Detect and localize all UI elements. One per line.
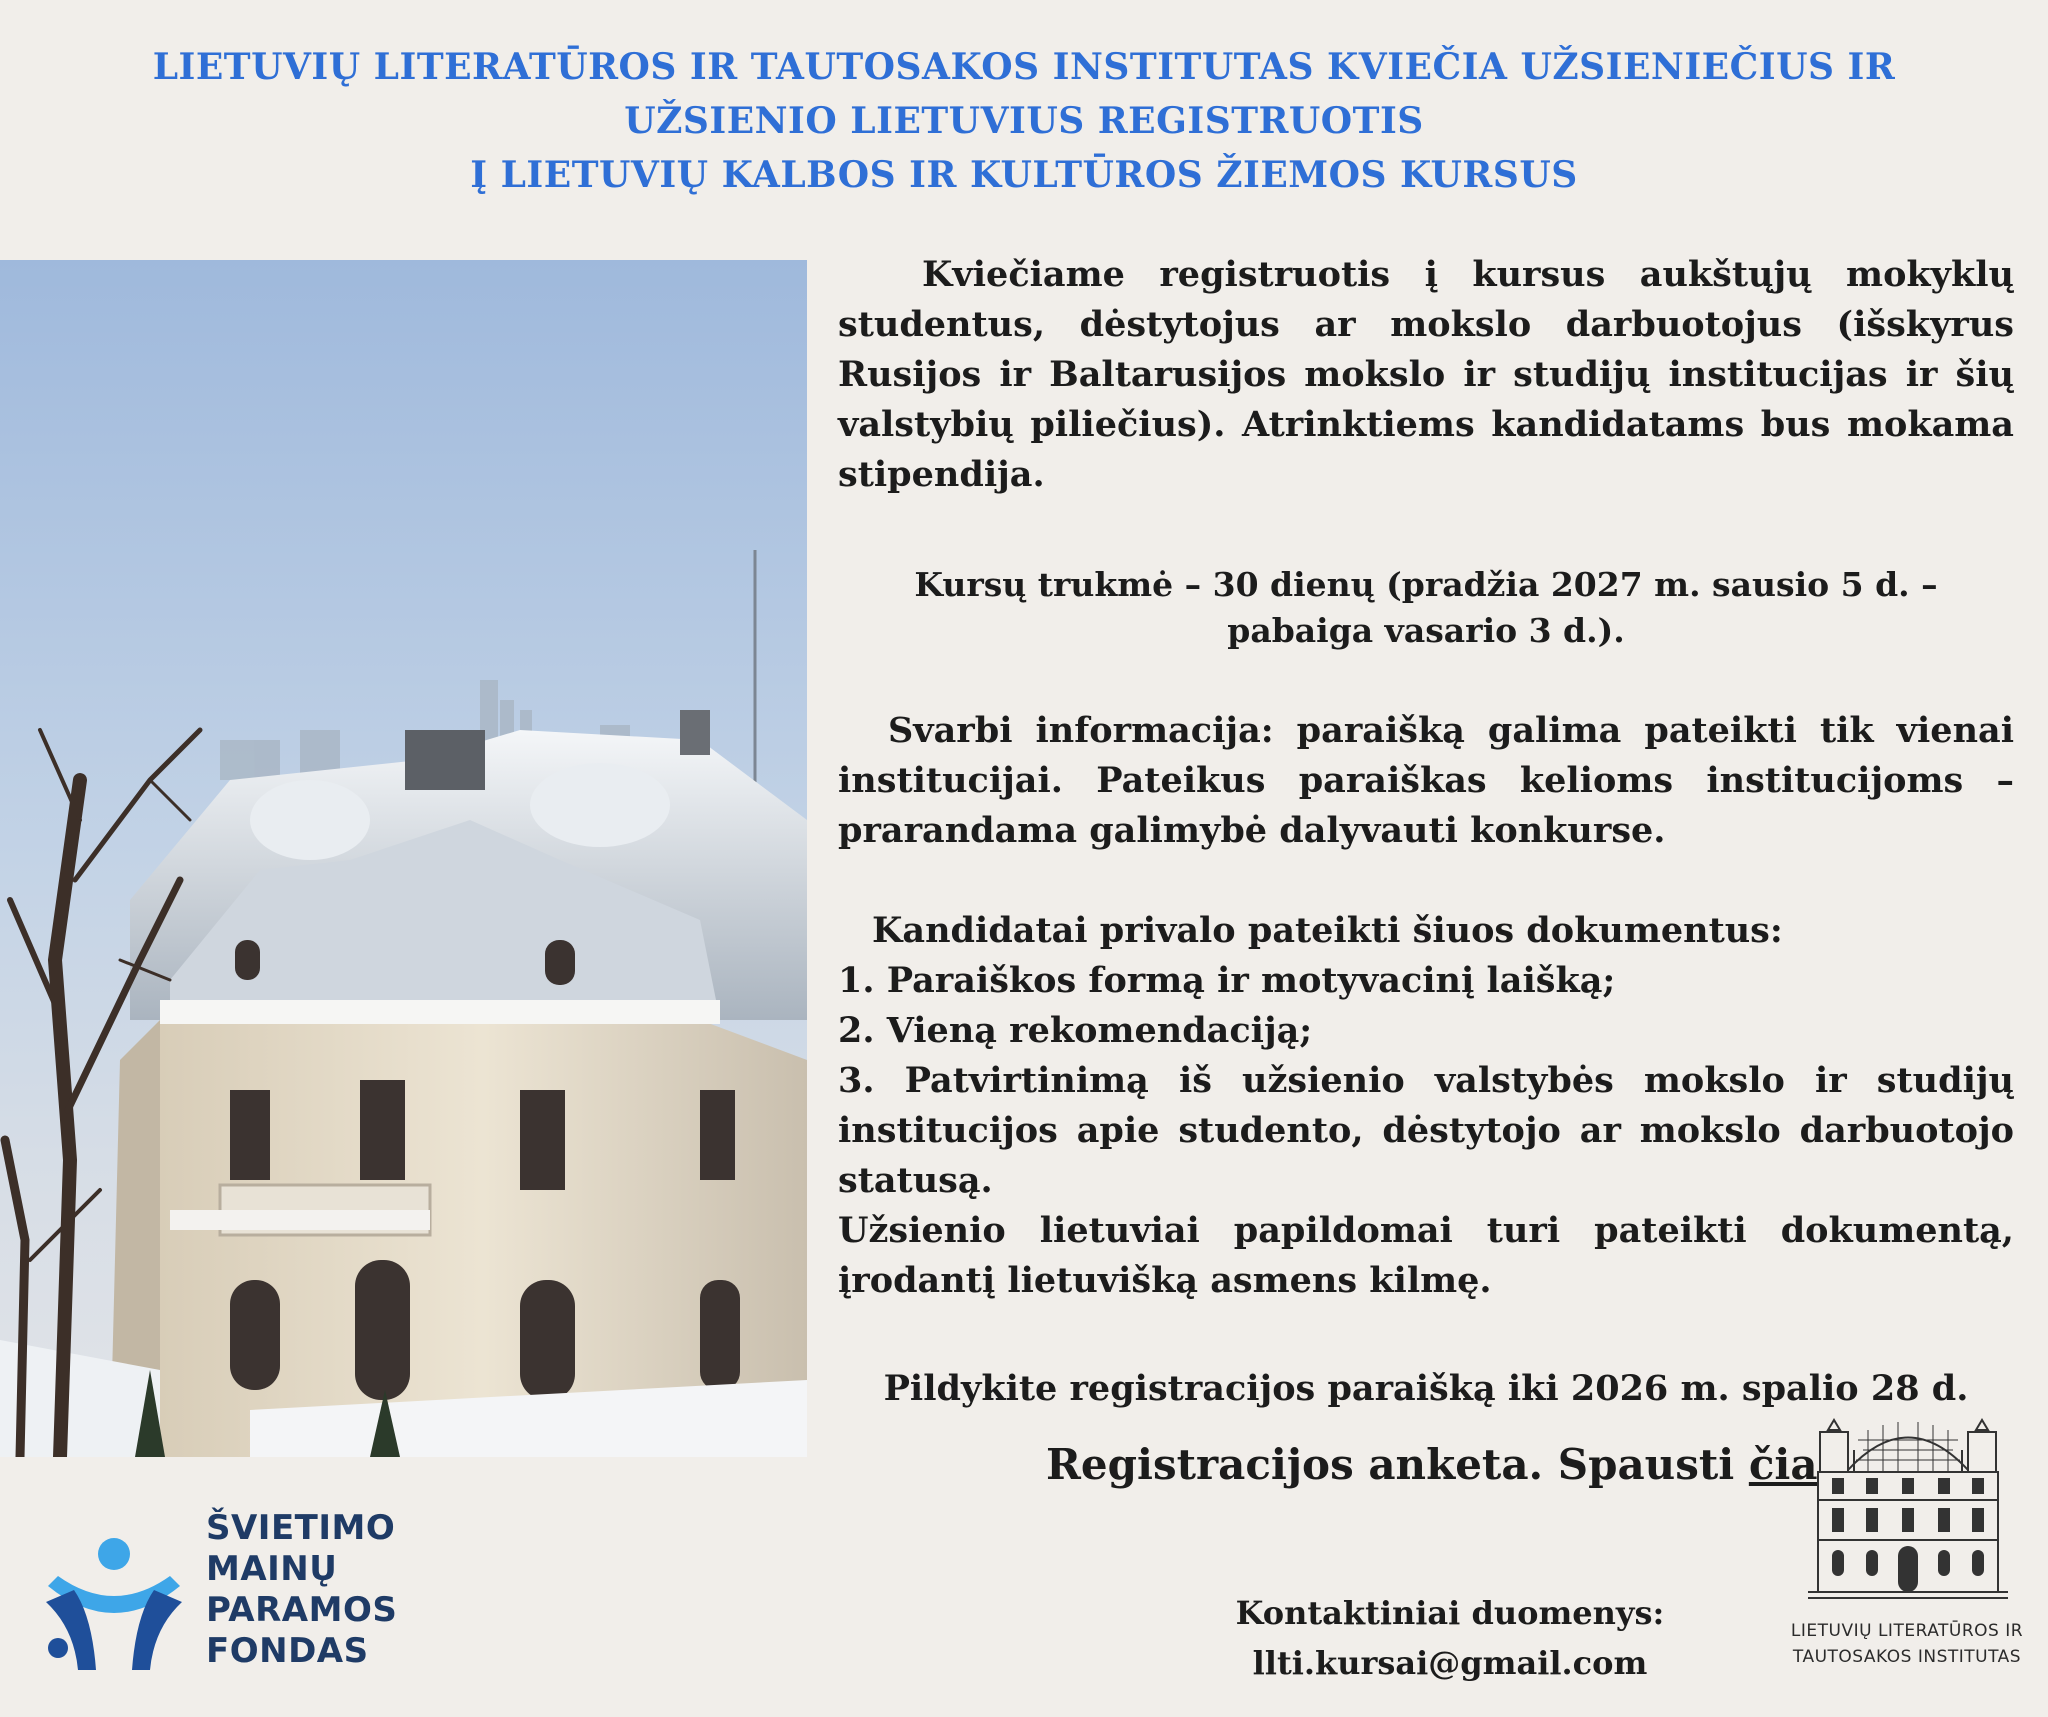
page-title xyxy=(60,40,1988,202)
title-line-3: Į LIETUVIŲ KALBOS IR KULTŪROS ŽIEMOS KURSUS xyxy=(470,154,1578,196)
duration-line-2: pabaiga vasario 3 d.). xyxy=(1227,611,1625,650)
important-info-paragraph: Svarbi informacija: paraišką galima pateikti tik vienai institucijai. Pateikus paraiškas kelioms institucijoms – prarandama galimybė dalyvauti konkurse. xyxy=(838,710,2014,851)
registration-line xyxy=(1046,1440,1818,1489)
llti-logo-caption xyxy=(1782,1618,2032,1670)
intro-paragraph: Kviečiame registruotis į kursus aukštųjų mokyklų studentus, dėstytojus ar mokslo darbuotojus (išskyrus Rusijos ir Baltarusijos mokslo ir studijų institucijas ir šių valstybių piliečius). Atrinktiems kandidatams bus mokama stipendija. xyxy=(838,254,2014,495)
llti-caption-line-1: LIETUVIŲ LITERATŪROS IR xyxy=(1790,1621,2024,1641)
smpf-logo xyxy=(44,1500,404,1700)
smpf-emblem-icon xyxy=(44,1520,184,1690)
registration-text: Registracijos anketa. Spausti xyxy=(1046,1440,1749,1489)
title-line-2: UŽSIENIO LIETUVIUS REGISTRUOTIS xyxy=(624,100,1424,142)
llti-caption-line-2: TAUTOSAKOS INSTITUTAS xyxy=(1792,1647,2022,1667)
duration-line-1: Kursų trukmė – 30 dienų (pradžia 2027 m. sausio 5 d. – xyxy=(914,565,1938,604)
registration-link[interactable]: čia xyxy=(1748,1440,1818,1489)
smpf-line-3: PARAMOS xyxy=(206,1590,398,1630)
diaspora-note: Užsienio lietuviai papildomai turi pateikti dokumentą, įrodantį lietuvišką asmens kilmę. xyxy=(838,1210,2014,1301)
smpf-line-2: MAINŲ xyxy=(206,1549,338,1589)
llti-building-icon xyxy=(1808,1410,2008,1610)
document-item: 3. Patvirtinimą iš užsienio valstybės mokslo ir studijų institucijos apie studento, dėstytojo ar mokslo darbuotojo statusą. xyxy=(838,1060,2014,1201)
deadline-text: Pildykite registracijos paraišką iki 2026 m. spalio 28 d. xyxy=(883,1368,1969,1409)
documents-heading: Kandidatai privalo pateikti šiuos dokumentus: xyxy=(872,910,1783,951)
smpf-line-1: ŠVIETIMO xyxy=(206,1508,396,1548)
title-line-1: LIETUVIŲ LITERATŪROS IR TAUTOSAKOS INSTITUTAS KVIEČIA UŽSIENIEČIUS IR xyxy=(152,46,1896,88)
main-content xyxy=(838,250,2014,1414)
document-item: 1. Paraiškos formą ir motyvacinį laišką; xyxy=(838,960,1616,1001)
contacts-heading: Kontaktiniai duomenys: xyxy=(1235,1594,1665,1632)
smpf-line-4: FONDAS xyxy=(206,1631,369,1671)
document-item: 2. Vieną rekomendaciją; xyxy=(838,1010,1313,1051)
contact-email[interactable]: llti.kursai@gmail.com xyxy=(1252,1644,1648,1682)
contacts-block xyxy=(1110,1588,1790,1688)
smpf-wordmark xyxy=(206,1508,397,1672)
winter-building-photo xyxy=(0,260,807,1457)
